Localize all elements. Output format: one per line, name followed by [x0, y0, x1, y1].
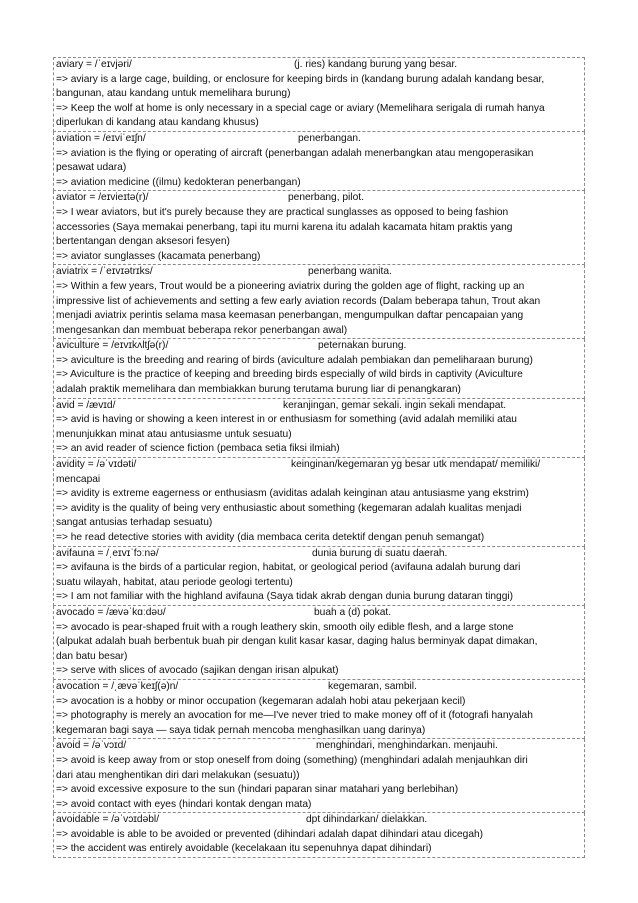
entry-line: => Within a few years, Trout would be a pioneering aviatrix during the golden age of flight, racking up an [56, 280, 525, 292]
entry-gloss: dunia burung di suatu daerah. [312, 547, 448, 559]
entry-line: menunjukkan minat atau antusiasme untuk sesuatu) [56, 428, 292, 440]
entry-head [56, 739, 582, 754]
entry-term: avifauna = /ˌeɪvɪˈfɔːnə/ [56, 547, 159, 559]
entry-term: avoidable = /əˈvɔɪdəbl/ [56, 814, 160, 826]
entry-term: avocado = /ævəˈkɑːdəʊ/ [56, 606, 166, 618]
entry-gloss: (j. ries) kandang burung yang besar. [294, 59, 458, 70]
entry-gloss: menghindari, menghindarkan. menjauhi. [316, 740, 498, 752]
entry-gloss: penerbang wanita. [308, 266, 392, 278]
entry-gloss: kegemaran, sambil. [328, 680, 417, 692]
entry-line: => serve with slices of avocado (sajikan dengan irisan alpukat) [56, 665, 339, 677]
entry-line: suatu wilayah, habitat, atau periode geologi tertentu) [56, 576, 293, 588]
entry-aviatrix [53, 265, 585, 339]
entry-line: => he read detective stories with avidity (dia membaca cerita detektif dengan penuh semangat) [56, 532, 485, 543]
entry-line: => avifauna is the birds of a particular region, habitat, or geological period (avifauna adalah burung dari [56, 562, 521, 574]
entry-term: avidity = /əˈvɪdəti/ [56, 459, 137, 471]
entry-gloss: keranjingan, gemar sekali. ingin sekali mendapat. [283, 399, 507, 411]
entry-head [56, 132, 582, 147]
entry-line: accessories (Saya memakai penerbang, tapi itu murni karena itu adalah kacamata hitam praktis yang [56, 221, 513, 233]
entry-aviary [53, 57, 585, 132]
entry-head [56, 399, 582, 414]
entry-line: impressive list of achievements and setting a few early aviation records (Dalam beberapa tahun, Trout akan [56, 295, 541, 307]
entry-line: mencapai [56, 473, 101, 485]
entry-line: => I am not familiar with the highland avifauna (Saya tidak akrab dengan dunia burung dataran tinggi) [56, 591, 514, 603]
entry-line: (alpukat adalah buah berbentuk buah pir dengan kulit kasar kasar, daging halus berminyak dapat dimakan, [56, 636, 538, 648]
entry-line: adalah praktik memelihara dan membiakkan burung terutama burung liar di penangkaran) [56, 384, 461, 396]
entry-line: menjadi aviatrix perintis selama masa keemasan penerbangan, mengumpulkan daftar pencapaian yang [56, 310, 524, 322]
entry-term: avid = /ævɪd/ [56, 399, 116, 411]
entry-line: => Keep the wolf at home is only necessary in a special cage or aviary (Memelihara serigala di rumah hanya [56, 102, 545, 114]
entry-line: => avoid is keep away from or stop oneself from doing (something) (menghindari adalah menjauhkan diri [56, 754, 528, 766]
entry-line: bangunan, atau kandang untuk memelihara burung) [56, 88, 291, 100]
entry-head [56, 606, 582, 621]
entry-head [56, 813, 582, 828]
entry-avocado [53, 606, 585, 680]
entry-line: => avoid contact with eyes (hindari kontak dengan mata) [56, 798, 312, 810]
entry-avoid [53, 739, 585, 813]
entry-line: => avid is having or showing a keen interest in or enthusiasm for something (avid adalah memiliki atau [56, 414, 517, 426]
entry-term: aviator = /eɪvieɪtə(r)/ [56, 192, 149, 204]
entry-gloss: buah a (d) pokat. [314, 606, 392, 618]
entry-aviation [53, 132, 585, 191]
entry-term: avoid = /əˈvɔɪd/ [56, 740, 127, 752]
entry-line: diperlukan di kandang atau kandang khusus) [56, 117, 259, 129]
entry-line: => Aviculture is the practice of keeping and breeding birds especially of wild birds in captivity (Aviculture [56, 369, 523, 381]
entry-line: => avoidable is able to be avoided or prevented (dihindari adalah dapat dihindari atau dicegah) [56, 828, 484, 840]
entry-term: aviculture = /eɪvɪkʌltʃə(r)/ [56, 340, 169, 352]
entry-gloss: peternakan burung. [318, 340, 407, 352]
entry-line: => avidity is extreme eagerness or enthusiasm (aviditas adalah keinginan atau antusiasme yang ekstrim) [56, 488, 529, 500]
entry-line: bertentangan dengan aksesori fesyen) [56, 236, 230, 248]
entry-avidity [53, 458, 585, 547]
entry-term: aviary = /ˈeɪvjəri/ [56, 59, 132, 70]
entry-head [56, 339, 582, 354]
entry-term: aviation = /eɪviˈeɪʃn/ [56, 132, 146, 144]
entry-head [56, 191, 582, 206]
entry-aviculture [53, 339, 585, 398]
entry-head [56, 680, 582, 695]
entry-line: => I wear aviators, but it's purely because they are practical sunglasses as opposed to being fashion [56, 206, 509, 218]
entry-line: => avocado is pear-shaped fruit with a rough leathery skin, smooth oily edible flesh, and a large stone [56, 621, 514, 633]
entry-line: => avidity is the quality of being very enthusiastic about something (kegemaran adalah kualitas menjadi [56, 502, 522, 514]
entry-head [56, 547, 582, 562]
entry-gloss: keinginan/kegemaran yg besar utk mendapat/ memiliki/ [291, 459, 541, 471]
entry-line: sangat antusias terhadap sesuatu) [56, 517, 213, 529]
entry-line: pesawat udara) [56, 162, 127, 174]
entry-line: => avocation is a hobby or minor occupation (kegemaran adalah hobi atau pekerjaan kecil) [56, 695, 466, 707]
entry-head [56, 458, 582, 473]
entry-line: => aviculture is the breeding and rearing of birds (aviculture adalah pembiakan dan pemeliharaan burung) [56, 354, 533, 366]
entry-term: aviatrix = /ˈeɪvɪətrɪks/ [56, 266, 153, 278]
entry-line: => avoid excessive exposure to the sun (hindari paparan sinar matahari yang berlebihan) [56, 784, 459, 796]
entry-line: => photography is merely an avocation for me—I've never tried to make money off of it (fotografi hanyalah [56, 710, 533, 722]
entry-line: => aviator sunglasses (kacamata penerbang) [56, 250, 261, 262]
dictionary-sheet [53, 57, 585, 858]
entry-line: => an avid reader of science fiction (pembaca setia fiksi ilmiah) [56, 443, 340, 455]
entry-line: kegemaran bagi saya — saya tidak pernah mencoba menghasilkan uang darinya) [56, 724, 426, 736]
entry-line: => the accident was entirely avoidable (kecelakaan itu sepenuhnya dapat dihindari) [56, 843, 432, 855]
entry-avoidable [53, 813, 585, 858]
entry-line: => aviation is the flying or operating of aircraft (penerbangan adalah menerbangkan atau mengoperasikan [56, 147, 534, 159]
entry-line: => aviation medicine ((ilmu) kedokteran penerbangan) [56, 176, 301, 188]
entry-line: dan batu besar) [56, 650, 128, 662]
entry-avocation [53, 680, 585, 739]
entry-term: avocation = /ˌævəˈkeɪʃ(ə)n/ [56, 680, 179, 692]
entry-gloss: dpt dihindarkan/ dielakkan. [306, 814, 428, 826]
entry-gloss: penerbang, pilot. [288, 192, 364, 204]
entry-line: mengesankan dan membuat beberapa rekor penerbangan awal) [56, 324, 348, 336]
entry-avid [53, 399, 585, 458]
entry-aviator [53, 191, 585, 265]
entry-line: => aviary is a large cage, building, or enclosure for keeping birds in (kandang burung adalah kandang besar, [56, 73, 545, 85]
entry-gloss: penerbangan. [298, 132, 361, 144]
entry-avifauna [53, 547, 585, 606]
entry-line: dari atau menghentikan diri dari melakukan (sesuatu)) [56, 769, 300, 781]
entry-head [56, 58, 582, 73]
entry-head [56, 265, 582, 280]
